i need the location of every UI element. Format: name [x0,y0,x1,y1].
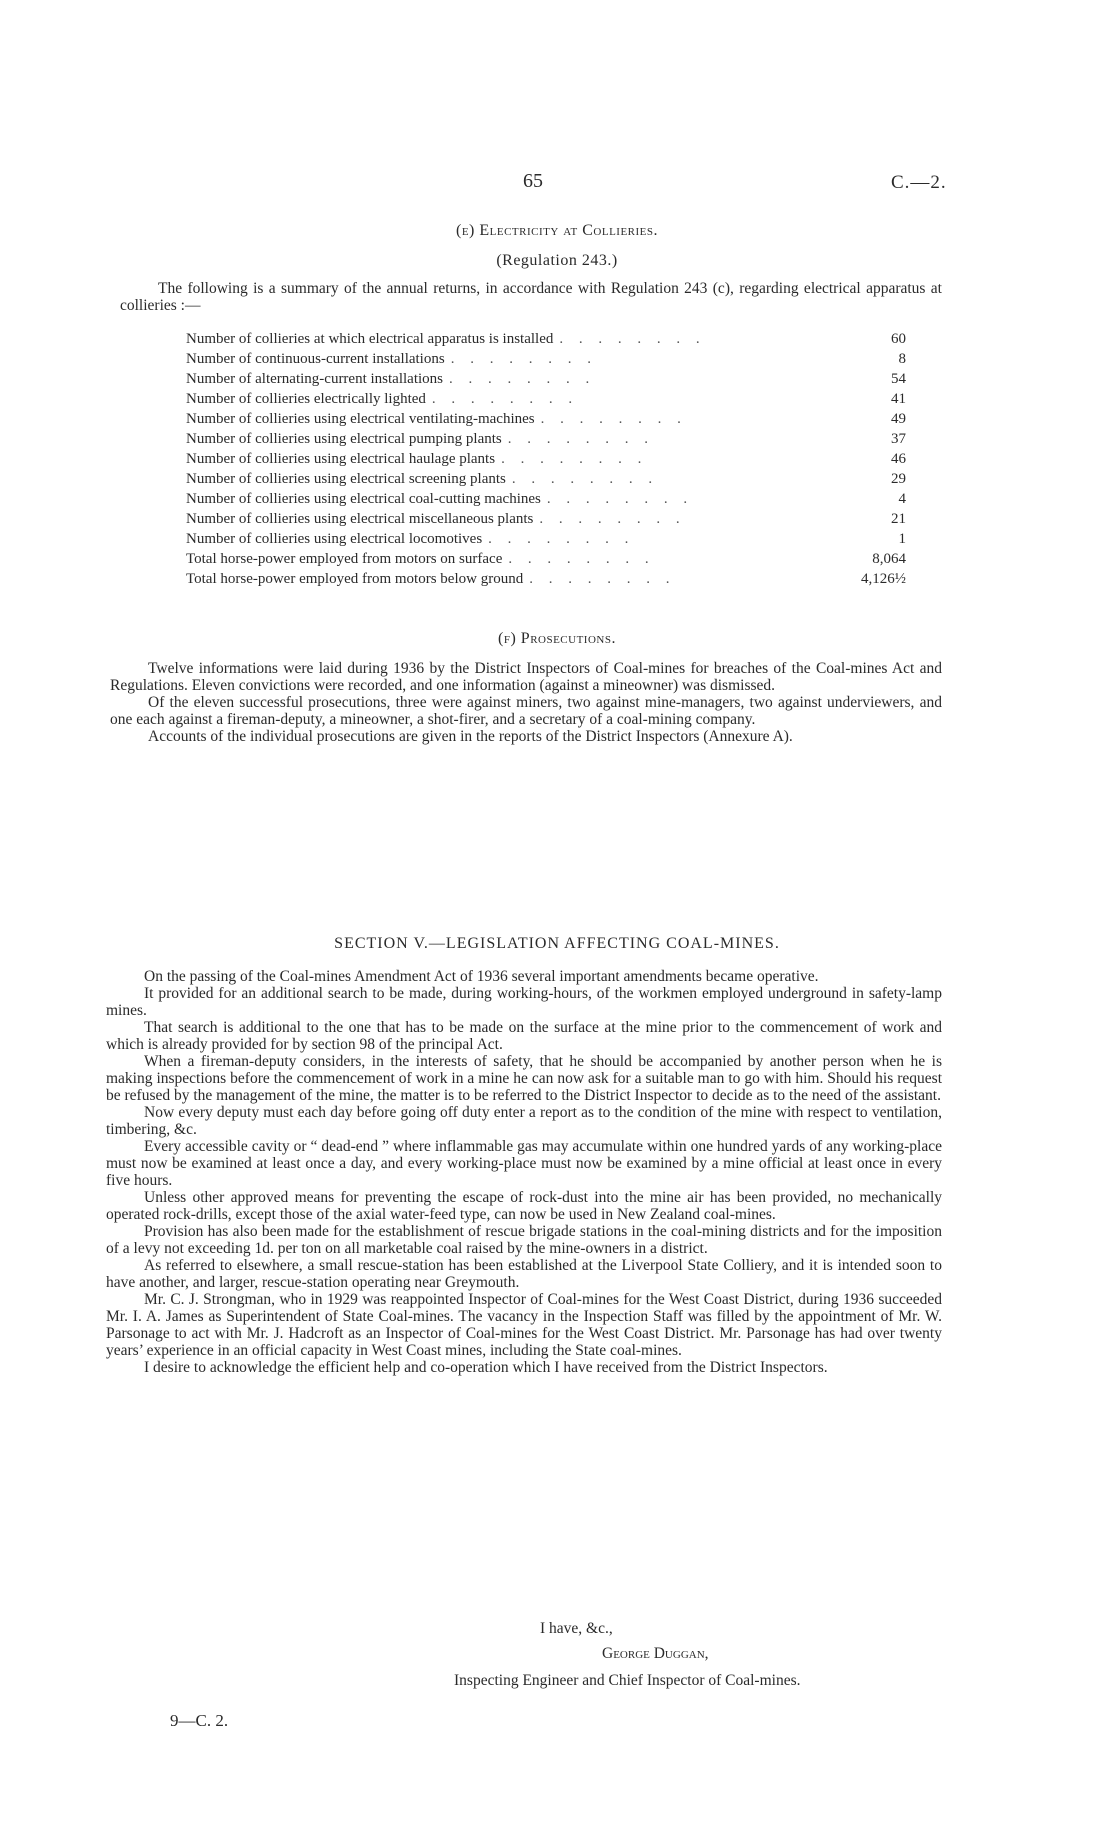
prosecutions-paragraph: Of the eleven successful prosecutions, three were against miners, two against mine-managers, two against underviewers, and one each against a fireman-deputy, a mineowner, a shot-firer, and a secretary of a coal-mining company. [110,694,942,728]
signoff-name: George Duggan, [602,1645,709,1662]
row-value: 8,064 [872,551,906,567]
section-paragraph: As referred to elsewhere, a small rescue-station has been established at the Liverpool State Colliery, and it is intended soon to have another, and larger, rescue-station operating near Greymouth. [106,1257,942,1291]
table-row [186,529,906,549]
electricity-intro [120,280,942,314]
row-label: Number of collieries using electrical locomotives [186,531,483,547]
table-row [186,369,906,389]
prosecutions-heading: (f) Prosecutions. [498,630,616,647]
row-label: Total horse-power employed from motors on surface [186,551,503,567]
table-row [186,469,906,489]
leader-dots: . . . . . . . . [449,371,596,387]
row-label: Number of continuous-current installations [186,351,445,367]
section-paragraph: It provided for an additional search to be made, during working-hours, of the workmen employed underground in safety-lamp mines. [106,985,942,1019]
leader-dots: . . . . . . . . [546,491,694,507]
row-value: 1 [898,531,906,547]
section-paragraph: That search is additional to the one that has to be made on the surface at the mine prior to the commencement of work and which is already provided for by section 98 of the principal Act. [106,1019,942,1053]
section-paragraph: Unless other approved means for preventing the escape of rock-dust into the mine air has been provided, no mechanically operated rock-drills, except those of the axial water-feed type, can now be used in New Zealand coal-mines. [106,1189,942,1223]
section-paragraph: I desire to acknowledge the efficient help and co-operation which I have received from the District Inspectors. [144,1359,828,1376]
leader-dots: . . . . . . . . [559,331,706,347]
leader-dots: . . . . . . . . [488,531,635,547]
table-row [186,329,906,349]
section-five-body [106,968,942,1376]
table-row [186,389,906,409]
page-number: 65 [523,170,543,192]
table-row [186,549,906,569]
row-label: Number of collieries using electrical ventilating-machines [186,411,535,427]
row-label: Number of collieries at which electrical apparatus is installed [186,331,554,347]
row-value: 21 [891,511,906,527]
electrical-returns-table [186,329,906,589]
signoff-title: Inspecting Engineer and Chief Inspector of Coal-mines. [454,1672,801,1689]
row-value: 4,126½ [861,571,906,587]
leader-dots: . . . . . . . . [511,471,659,487]
table-row [186,429,906,449]
row-value: 54 [891,371,906,387]
leader-dots: . . . . . . . . [431,391,579,407]
row-label: Number of collieries using electrical screening plants [186,471,506,487]
section-paragraph: Now every deputy must each day before going off duty enter a report as to the condition of the mine with respect to ventilation, timbering, &c. [106,1104,942,1138]
section-paragraph: When a fireman-deputy considers, in the interests of safety, that he should be accompanied by another person when he is making inspections before the commencement of work in a mine he can now ask for a suitable man to go with him. Should his request be refused by the management of the mine, the matter is to be referred to the District Inspector to decide as to the need of the assistant. [106,1053,942,1104]
table-row [186,449,906,469]
electricity-subheading: (Regulation 243.) [496,252,618,269]
row-value: 37 [891,431,906,447]
table-row [186,349,906,369]
table-row [186,569,906,589]
electricity-heading: (e) Electricity at Collieries. [455,222,659,239]
row-value: 4 [898,491,906,507]
table-row [186,509,906,529]
row-label: Number of collieries using electrical pumping plants [186,431,502,447]
section-paragraph: Mr. C. J. Strongman, who in 1929 was reappointed Inspector of Coal-mines for the West Coast District, during 1936 succeeded Mr. I. A. James as Superintendent of State Coal-mines. The vacancy in the Inspection Staff was filled by the appointment of Mr. W. Parsonage to act with Mr. J. Hadcroft as an Inspector of Coal-mines for the West Coast District. Mr. Parsonage has had over twenty years’ experience in an official capacity in West Coast mines, including the State coal-mines. [106,1291,942,1359]
row-value: 41 [891,391,906,407]
document-code: C.—2. [891,172,947,193]
section-paragraph: On the passing of the Coal-mines Amendment Act of 1936 several important amendments became operative. [144,968,819,985]
leader-dots: . . . . . . . . [507,431,654,447]
leader-dots: . . . . . . . . [501,451,648,467]
row-value: 8 [898,351,906,367]
leader-dots: . . . . . . . . [529,571,676,587]
row-value: 60 [891,331,906,347]
table-row [186,489,906,509]
row-label: Number of collieries using electrical miscellaneous plants [186,511,534,527]
table-row [186,409,906,429]
intro-paragraph: The following is a summary of the annual returns, in accordance with Regulation 243 (c), regarding electrical apparatus at collieries :— [120,280,942,314]
signoff-closing: I have, &c., [540,1620,613,1637]
row-label: Number of alternating-current installations [186,371,443,387]
row-label: Number of collieries using electrical haulage plants [186,451,496,467]
leader-dots: . . . . . . . . [540,411,687,427]
row-value: 46 [891,451,906,467]
section-paragraph: Every accessible cavity or “ dead-end ” where inflammable gas may accumulate within one hundred yards of any working-place must now be examined at least once a day, and every working-place must now be examined by a mine official at least once in every five hours. [106,1138,942,1189]
row-label: Number of collieries using electrical coal-cutting machines [186,491,541,507]
section-five-heading: SECTION V.—LEGISLATION AFFECTING COAL-MINES. [334,935,780,952]
footer-code: 9—C. 2. [170,1711,229,1730]
row-label: Number of collieries electrically lighted [186,391,426,407]
row-value: 29 [891,471,906,487]
leader-dots: . . . . . . . . [539,511,686,527]
leader-dots: . . . . . . . . [508,551,655,567]
leader-dots: . . . . . . . . [450,351,597,367]
row-label: Total horse-power employed from motors below ground [186,571,524,587]
prosecutions-paragraph: Twelve informations were laid during 1936 by the District Inspectors of Coal-mines for breaches of the Coal-mines Act and Regulations. Eleven convictions were recorded, and one information (against a mineowner) was dismissed. [110,660,942,694]
section-paragraph: Provision has also been made for the establishment of rescue brigade stations in the coal-mining districts and for the imposition of a levy not exceeding 1d. per ton on all marketable coal raised by the mine-owners in a district. [106,1223,942,1257]
row-value: 49 [891,411,906,427]
prosecutions-body [110,660,942,745]
prosecutions-paragraph: Accounts of the individual prosecutions are given in the reports of the District Inspectors (Annexure A). [148,728,793,745]
